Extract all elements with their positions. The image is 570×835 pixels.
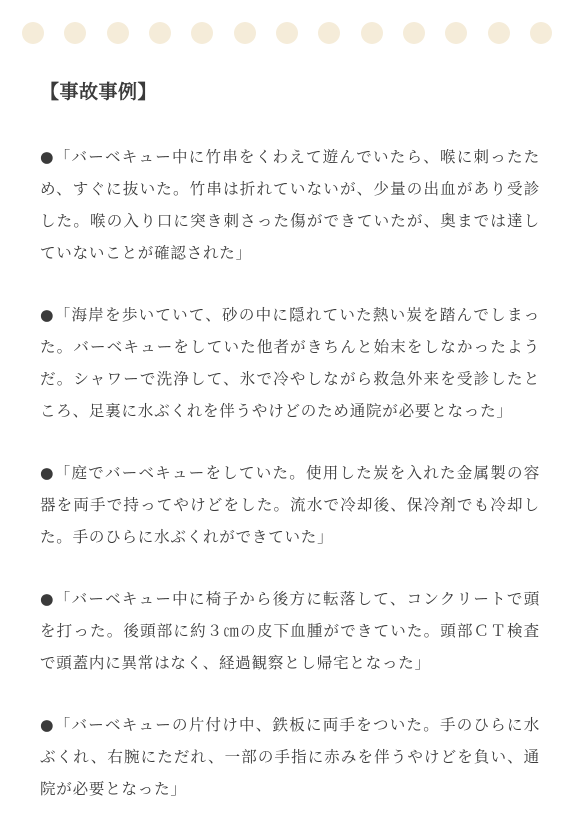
decorative-dot bbox=[149, 22, 171, 44]
bullet-icon: ● bbox=[40, 716, 55, 734]
bullet-icon: ● bbox=[40, 306, 55, 324]
case-item-3 bbox=[40, 457, 540, 553]
case-text: 「庭でバーベキューをしていた。使用した炭を入れた金属製の容器を両手で持ってやけどをした。流水で冷却後、保冷剤でも冷却した。手のひらに水ぶくれができていた」 bbox=[40, 464, 541, 546]
case-item-1 bbox=[40, 141, 540, 269]
case-text: 「バーベキュー中に椅子から後方に転落して、コンクリートで頭を打った。後頭部に約３㎝の皮下血腫ができていた。頭部ＣＴ検査で頭蓋内に異常はなく、経過観察とし帰宅となった」 bbox=[40, 590, 540, 672]
article-content bbox=[40, 78, 540, 835]
case-item-5 bbox=[40, 709, 540, 805]
decorative-dot bbox=[107, 22, 129, 44]
case-text: 「バーベキューの片付け中、鉄板に両手をついた。手のひらに水ぶくれ、右腕にただれ、一部の手指に赤みを伴うやけどを負い、通院が必要となった」 bbox=[40, 716, 541, 798]
decorative-dot bbox=[22, 22, 44, 44]
decorative-dot bbox=[530, 22, 552, 44]
bullet-icon: ● bbox=[40, 464, 55, 482]
decorative-dot bbox=[445, 22, 467, 44]
decorative-dot bbox=[234, 22, 256, 44]
bullet-icon: ● bbox=[40, 590, 55, 608]
decorative-dot bbox=[488, 22, 510, 44]
case-item-4 bbox=[40, 583, 540, 679]
case-item-2 bbox=[40, 299, 540, 427]
decorative-dot bbox=[403, 22, 425, 44]
decorative-dot bbox=[191, 22, 213, 44]
decorative-dot bbox=[276, 22, 298, 44]
decorative-dot bbox=[64, 22, 86, 44]
section-heading: 【事故事例】 bbox=[40, 81, 158, 103]
decorative-dot-row bbox=[22, 22, 552, 44]
case-text: 「海岸を歩いていて、砂の中に隠れていた熱い炭を踏んでしまった。バーベキューをしていた他者がきちんと始末をしなかったようだ。シャワーで洗浄して、氷で冷やしながら救急外来を受診したところ、足裏に水ぶくれを伴うやけどのため通院が必要となった」 bbox=[40, 306, 540, 420]
decorative-dot bbox=[318, 22, 340, 44]
case-text: 「バーベキュー中に竹串をくわえて遊んでいたら、喉に刺ったため、すぐに抜いた。竹串は折れていないが、少量の出血があり受診した。喉の入り口に突き刺さった傷ができていたが、奥までは達していないことが確認された」 bbox=[40, 148, 541, 262]
decorative-dot bbox=[361, 22, 383, 44]
bullet-icon: ● bbox=[40, 148, 55, 166]
